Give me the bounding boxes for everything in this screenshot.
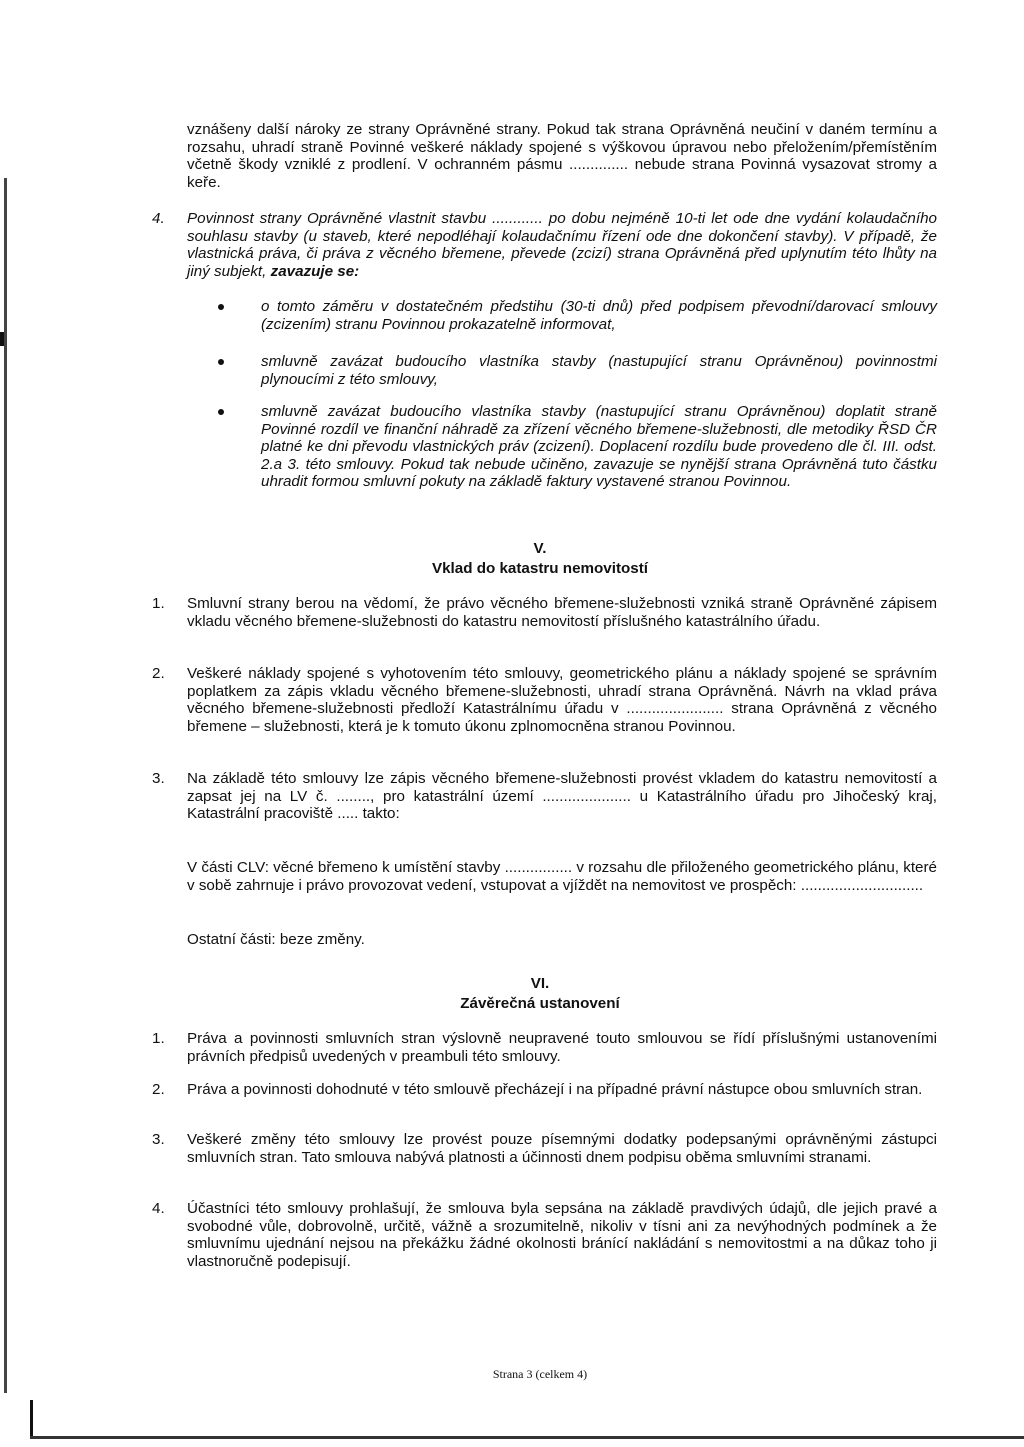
intro-paragraph: vznášeny další nároky ze strany Oprávněné strany. Pokud tak strana Oprávněná neučiní v daném termínu a rozsahu, uhradí straně Povinné veškeré náklady spojené s výškovou úpravou nebo přeložením/přemístěním včetně škody vzniklé z prodlení. V ochranném pásmu .............. nebude strana Povinná vysazovat stromy a keře.	[187, 121, 937, 191]
clv-paragraph: V části CLV: věcné břemeno k umístění stavby ................ v rozsahu dle přiloženého geometrického plánu, které v sobě zahrnuje i právo provozovat vedení, vstupovat a vjíždět na nemovitost ve prospěch: .............................	[187, 859, 937, 894]
scan-edge-mark	[4, 178, 7, 1393]
section-5-item-number: 1.	[152, 595, 165, 612]
section-5-item-text: Veškeré náklady spojené s vyhotovením této smlouvy, geometrického plánu a náklady spojené se správním poplatkem za zápis vkladu věcného břemene-služebnosti, uhradí strana Oprávněná. Návrh na vklad práva věcného břemene-služebnosti předloží Katastrálnímu úřadu v ....................... strana Oprávněná z věcného břemene – služebnosti, která je k tomuto úkonu zplnomocněna stranou Povinnou.	[187, 665, 937, 735]
scan-edge-mark	[30, 1400, 33, 1438]
bullet-item: smluvně zavázat budoucího vlastníka stavby (nastupující stranu Oprávněnou) povinnostmi plynoucími z této smlouvy,	[261, 353, 937, 388]
bullet-dot	[218, 409, 224, 415]
page-footer: Strana 3 (celkem 4)	[492, 1367, 588, 1381]
section-6-item-text: Účastníci této smlouvy prohlašují, že smlouva byla sepsána na základě pravdivých údajů, dle jejich pravé a svobodné vůle, dobrovolně, určitě, vážně a srozumitelně, nikoliv v tísni ani za nevýhodných podmínek a že smluvnímu ujednání nejsou na překážku žádné okolnosti bránící nakládání s nemovitostmi a na důkaz toho ji vlastnoručně podepisují.	[187, 1200, 937, 1270]
other-parts-note: Ostatní části: beze změny.	[187, 931, 365, 948]
section-6-roman: VI.	[530, 975, 550, 992]
bullet-dot	[218, 304, 224, 310]
bullet-item: o tomto záměru v dostatečném předstihu (30-ti dnů) před podpisem převodní/darovací smlouvy (zcizením) stranu Povinnou prokazatelně informovat,	[261, 298, 937, 333]
section-5-item-text: Smluvní strany berou na vědomí, že právo věcného břemene-služebnosti vzniká straně Oprávněné zápisem vkladu věcného břemene-služebnosti do katastru nemovitostí příslušného katastrálního úřadu.	[187, 595, 937, 630]
section-6-item-text: Práva a povinnosti smluvních stran výslovně neupravené touto smlouvou se řídí příslušnými ustanoveními právních předpisů uvedených v preambuli této smlouvy.	[187, 1030, 937, 1065]
section-6-item-text: Práva a povinnosti dohodnuté v této smlouvě přecházejí i na případné právní nástupce obou smluvních stran.	[187, 1081, 923, 1098]
section-6-item-number: 4.	[152, 1200, 165, 1217]
section-6-title: Závěrečná ustanovení	[460, 995, 620, 1012]
section-6-item-number: 3.	[152, 1131, 165, 1148]
bullet-item: smluvně zavázat budoucího vlastníka stavby (nastupující stranu Oprávněnou) doplatit straně Povinné rozdíl ve finanční náhradě za zřízení věcného břemene-služebnosti, dle metodiky ŘSD ČR platné ke dni převodu vlastnických práv (zcizení). Doplacení rozdílu bude provedeno dle čl. III. odst. 2.a 3. této smlouvy. Pokud tak nebude učiněno, zavazuje se nynější strana Oprávněná tuto částku uhradit formou smluvní pokuty na základě faktury vystavené stranou Povinnou.	[261, 403, 937, 491]
section-5-item-number: 2.	[152, 665, 165, 682]
item-4-number: 4.	[152, 210, 165, 227]
section-6-item-number: 2.	[152, 1081, 165, 1098]
item-4-text	[187, 210, 937, 280]
section-5-roman: V.	[533, 540, 547, 557]
section-5-title: Vklad do katastru nemovitostí	[431, 560, 649, 577]
scan-edge-mark	[30, 1436, 1024, 1439]
section-5-item-text: Na základě této smlouvy lze zápis věcného břemene-služebnosti provést vkladem do katastru nemovitostí a zapsat jej na LV č. ........, pro katastrální území ..................... u Katastrálního úřadu pro Jihočeský kraj, Katastrální pracoviště ..... takto:	[187, 770, 937, 823]
item-4-bold-tail: zavazuje se:	[270, 262, 360, 280]
item-4-body: Povinnost strany Oprávněné vlastnit stavbu ............ po dobu nejméně 10-ti let ode dne vydání kolaudačního souhlasu stavby (u staveb, které nepodléhají kolaudačnímu řízení ode dne dokončení stavby). V případě, že vlastnická práva, či práva z věcného břemene, převede (zcizí) strana Oprávněná před uplynutím této lhůty na jiný subjekt,	[187, 210, 937, 280]
section-5-item-number: 3.	[152, 770, 165, 787]
section-6-item-number: 1.	[152, 1030, 165, 1047]
section-6-item-text: Veškeré změny této smlouvy lze provést pouze písemnými dodatky podepsanými oprávněnými zástupci smluvních stran. Tato smlouva nabývá platnosti a účinnosti dnem podpisu oběma smluvními stranami.	[187, 1131, 937, 1166]
bullet-dot	[218, 359, 224, 365]
scan-edge-mark	[0, 332, 4, 346]
